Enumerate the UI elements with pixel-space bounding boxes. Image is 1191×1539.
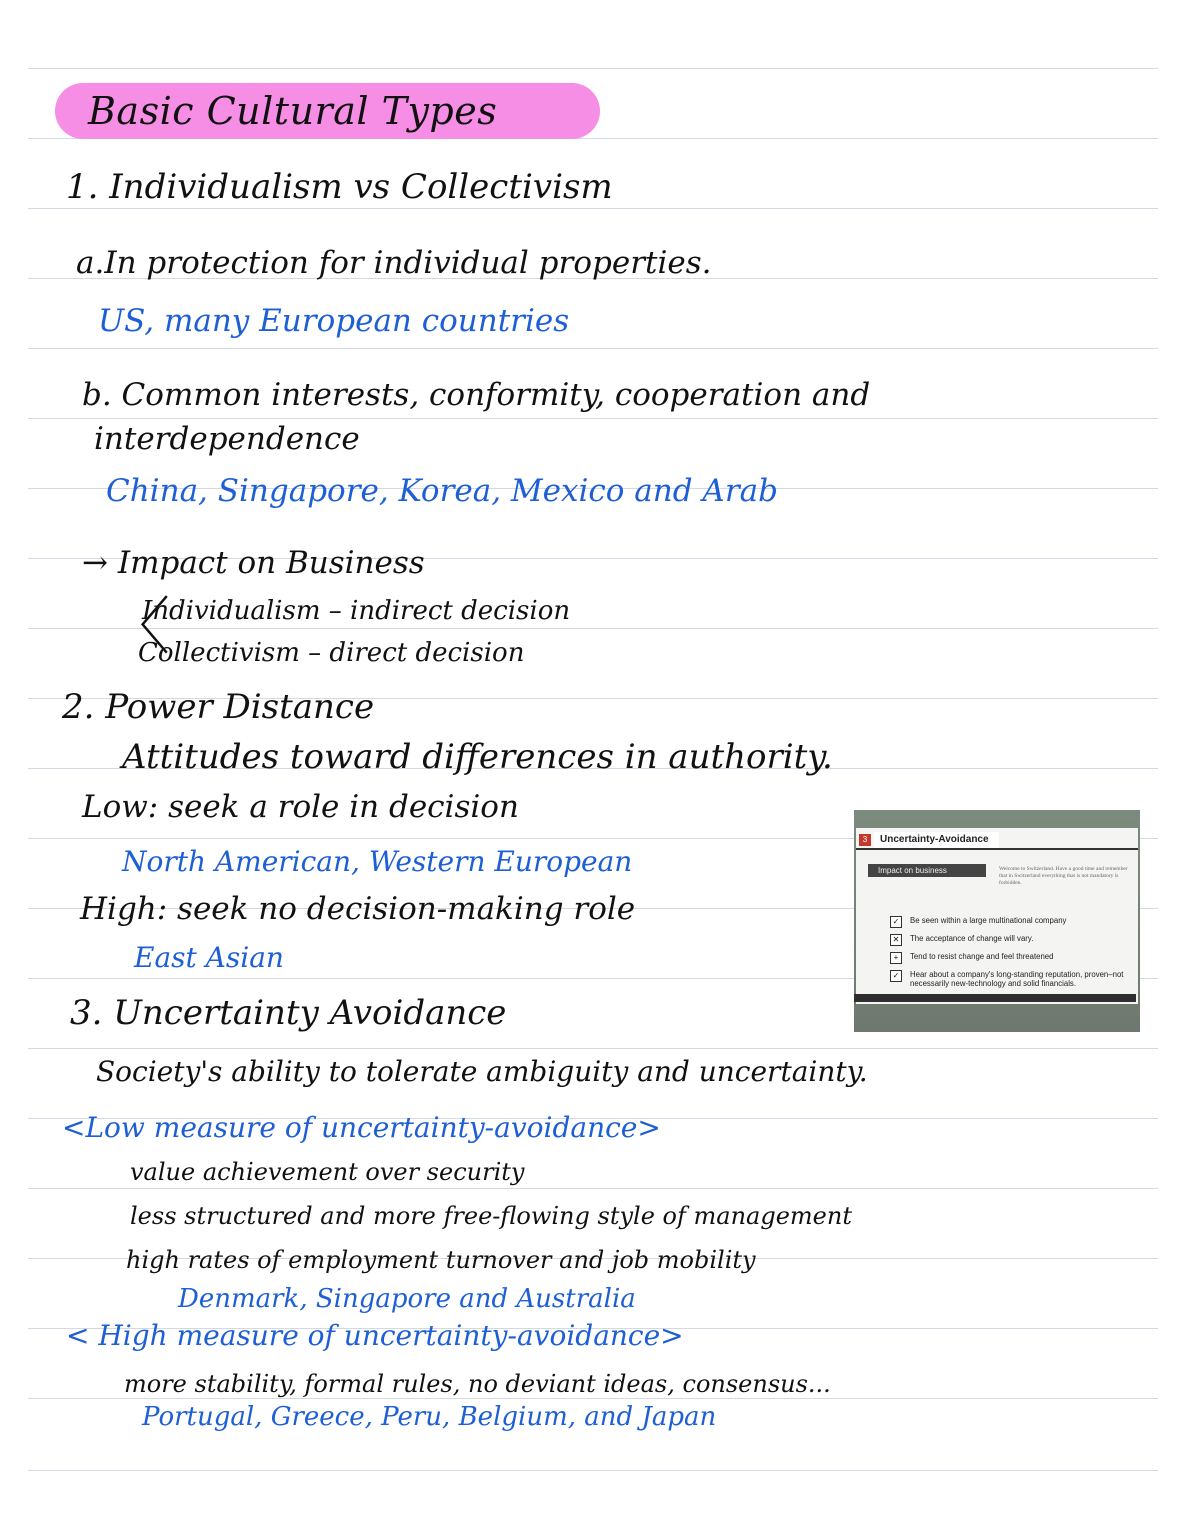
- impact-item-individualism: Individualism – indirect decision: [142, 596, 571, 626]
- low-uncertainty-examples: Denmark, Singapore and Australia: [178, 1284, 636, 1314]
- page-title: Basic Cultural Types: [88, 89, 498, 133]
- section-3-heading: 3. Uncertainty Avoidance: [70, 993, 507, 1033]
- low-uncertainty-heading: <Low measure of uncertainty-avoidance>: [62, 1111, 661, 1144]
- low-uncertainty-item: less structured and more free-flowing style of management: [130, 1202, 852, 1230]
- low-uncertainty-item: value achievement over security: [130, 1158, 525, 1186]
- high-uncertainty-examples: Portugal, Greece, Peru, Belgium, and Japan: [142, 1402, 717, 1432]
- power-distance-low-examples: North American, Western European: [122, 845, 633, 878]
- section-2-heading: 2. Power Distance: [62, 687, 375, 727]
- cross-icon: ✕: [890, 934, 902, 946]
- check-icon: ✓: [890, 916, 902, 928]
- power-distance-high: High: seek no decision-making role: [80, 891, 636, 927]
- slide-item-text: The acceptance of change will vary.: [910, 934, 1034, 943]
- slide-screen: [856, 828, 1138, 1004]
- slide-side-text: Welcome to Switzerland. Have a good time and remember that in Switzerland everything that is not mandatory is forbidden.: [999, 866, 1128, 886]
- slide-number: 3: [859, 834, 871, 846]
- slide-list-item: [890, 934, 1130, 946]
- impact-item-collectivism: Collectivism – direct decision: [138, 638, 525, 668]
- slide-photo: [854, 810, 1140, 1032]
- slide-list-item: [890, 970, 1130, 988]
- section-1b-text-line2: interdependence: [94, 421, 360, 457]
- slide-title-bar: [856, 848, 1138, 850]
- slide-tag: Impact on business: [868, 864, 986, 877]
- slide-item-text: Hear about a company's long-standing reputation, proven–not necessarily new-technology and solid financials.: [910, 970, 1124, 988]
- monitor-bezel: [854, 994, 1136, 1002]
- section-1a-text: a.In protection for individual properties.: [76, 245, 712, 281]
- high-uncertainty-heading: < High measure of uncertainty-avoidance>: [66, 1319, 684, 1352]
- slide-item-text: Be seen within a large multinational company: [910, 916, 1067, 925]
- section-1b-examples: China, Singapore, Korea, Mexico and Arab: [106, 473, 778, 509]
- power-distance-low: Low: seek a role in decision: [82, 789, 519, 825]
- slide-list: [890, 916, 1130, 994]
- brace-icon: 〈: [108, 590, 171, 663]
- slide-list-item: [890, 952, 1130, 964]
- section-1a-examples: US, many European countries: [98, 303, 570, 339]
- impact-heading: → Impact on Business: [82, 545, 425, 581]
- low-uncertainty-item: high rates of employment turnover and job mobility: [126, 1246, 756, 1274]
- power-distance-high-examples: East Asian: [134, 941, 284, 974]
- plus-icon: +: [890, 952, 902, 964]
- check-icon: ✓: [890, 970, 902, 982]
- slide-title: Uncertainty-Avoidance: [874, 832, 999, 850]
- section-3-definition: Society's ability to tolerate ambiguity and uncertainty.: [96, 1055, 868, 1088]
- section-1b-text-line1: b. Common interests, conformity, cooperation and: [82, 377, 871, 413]
- slide-item-text: Tend to resist change and feel threatened: [910, 952, 1054, 961]
- slide-list-item: [890, 916, 1130, 928]
- high-uncertainty-item: more stability, formal rules, no deviant ideas, consensus...: [124, 1370, 831, 1398]
- section-2-definition: Attitudes toward differences in authority.: [122, 737, 833, 777]
- section-1-heading: 1. Individualism vs Collectivism: [66, 167, 613, 207]
